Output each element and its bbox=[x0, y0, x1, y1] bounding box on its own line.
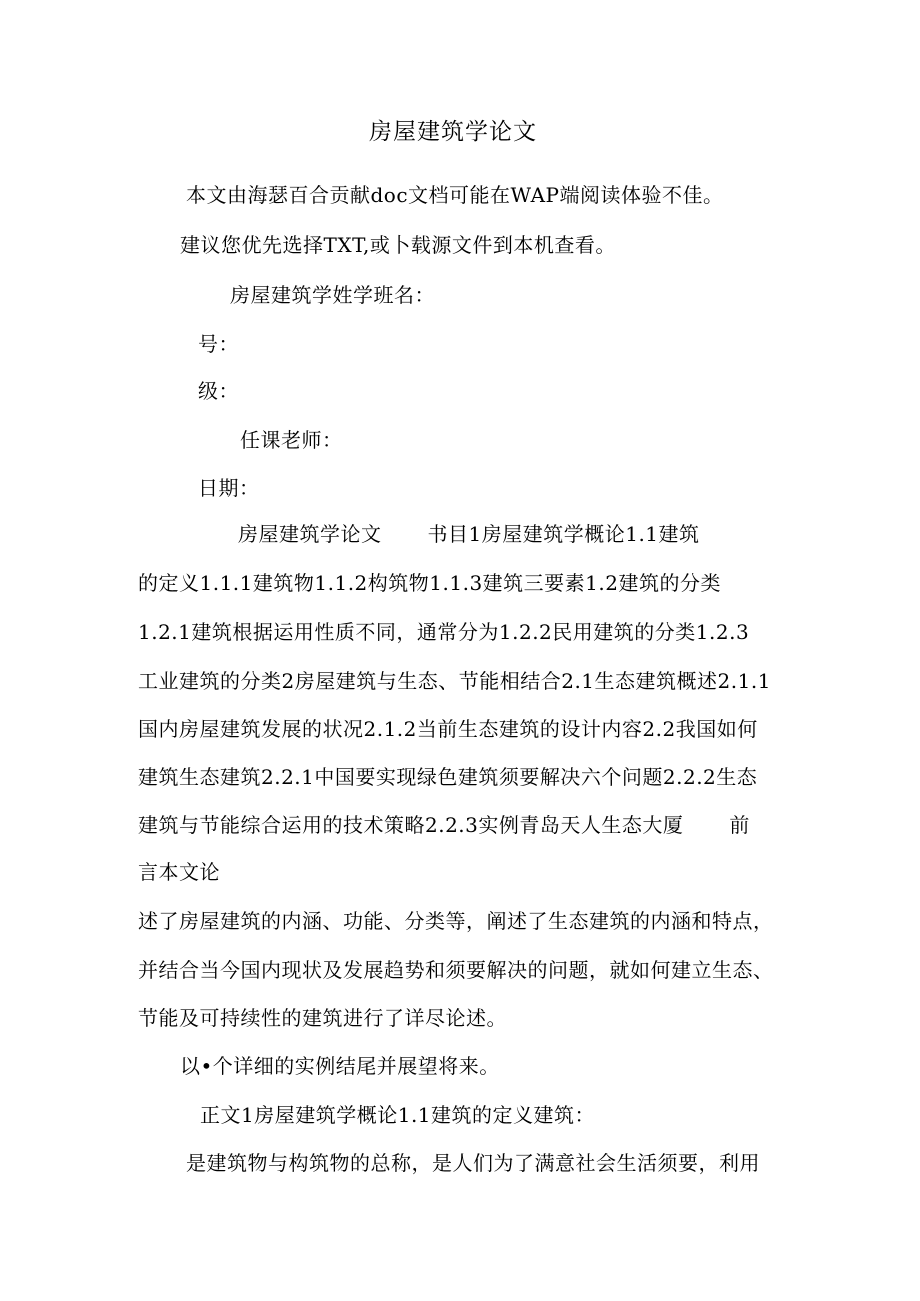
form-name-line: 房屋建筑学姓学班名： bbox=[230, 283, 435, 307]
form-teacher-label: 任课老师： bbox=[240, 428, 343, 452]
document-title: 房屋建筑学论文 bbox=[369, 119, 537, 145]
notice-line-1: 本文由海瑟百合贡献doc文档可能在WAP端阅读体验不佳。 bbox=[186, 183, 724, 207]
toc-line-5: 国内房屋建筑发展的状况2.1.2当前生态建筑的设计内容2.2我国如何 bbox=[138, 717, 758, 741]
toc-line-4: 工业建筑的分类2房屋建筑与生态、节能相结合2.1生态建筑概述2.1.1 bbox=[138, 669, 771, 693]
toc-line-1: 书目1房屋建筑学概论1.1建筑 bbox=[427, 522, 700, 546]
body-line-1: 正文1房屋建筑学概论1.1建筑的定义建筑： bbox=[200, 1103, 596, 1127]
form-number-label: 号： bbox=[198, 332, 239, 356]
toc-line-3: 1.2.1建筑根据运用性质不同，通常分为1.2.2民用建筑的分类1.2.3 bbox=[138, 620, 750, 644]
toc-line-7: 建筑与节能综合运用的技术策略2.2.3实例青岛天人生态大厦 bbox=[138, 813, 684, 837]
form-class-label: 级： bbox=[198, 379, 239, 403]
toc-line-6: 建筑生态建筑2.2.1中国要实现绿色建筑须要解决六个问题2.2.2生态 bbox=[138, 765, 758, 789]
toc-line-7-tail: 前 bbox=[729, 813, 750, 837]
toc-line-2: 的定义1.1.1建筑物1.1.2构筑物1.1.3建筑三要素1.2建筑的分类 bbox=[138, 571, 721, 595]
preface-line-3: 节能及可持续性的建筑进行了详尽论述。 bbox=[138, 1006, 507, 1030]
toc-line-7-row bbox=[138, 813, 750, 837]
body-line-2: 是建筑物与构筑物的总称，是人们为了满意社会生活须要，利用 bbox=[186, 1151, 760, 1175]
toc-first-line bbox=[238, 522, 700, 546]
preface-line-2: 并结合当今国内现状及发展趋势和须要解决的问题，就如何建立生态、 bbox=[138, 958, 774, 982]
preface-line-1: 述了房屋建筑的内涵、功能、分类等，阐述了生态建筑的内涵和特点， bbox=[138, 909, 774, 933]
notice-line-2: 建议您优先选择TXT,或卜载源文件到本机查看。 bbox=[180, 233, 616, 257]
toc-heading: 房屋建筑学论文 bbox=[238, 522, 382, 546]
preface-line-4: 以•个详细的实例结尾并展望将来。 bbox=[180, 1054, 500, 1078]
toc-line-8: 言本文论 bbox=[138, 860, 220, 884]
form-date-label: 日期： bbox=[198, 476, 260, 500]
